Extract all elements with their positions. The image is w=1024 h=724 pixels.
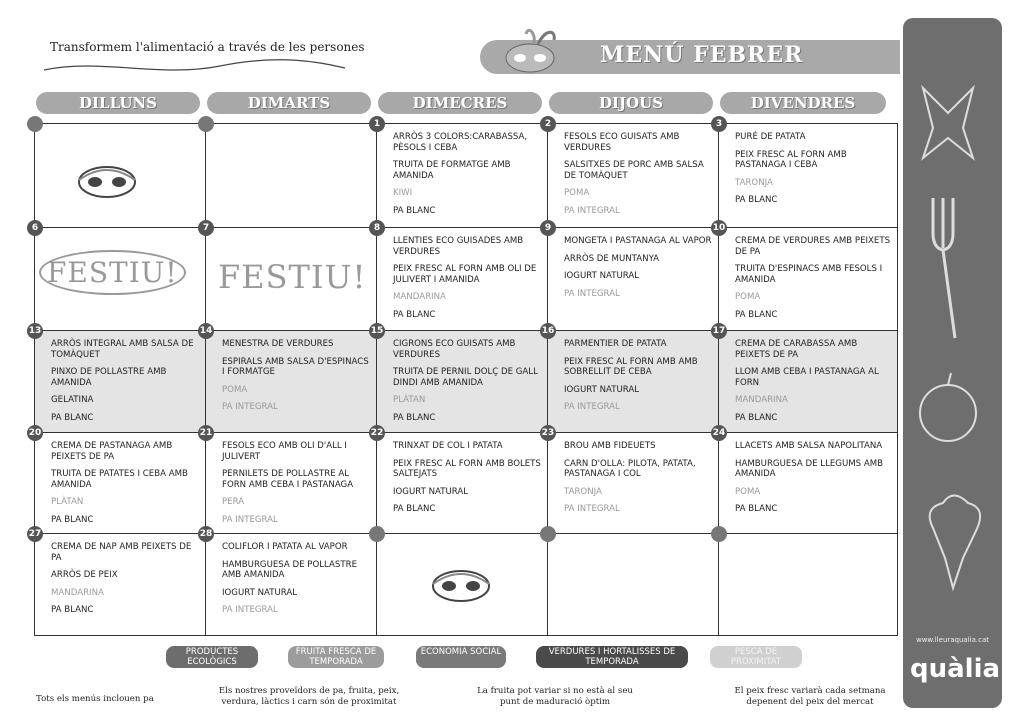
menu-item: PA INTEGRAL [222,605,278,615]
menu-item: MANDARINA [735,395,788,405]
menu-item: PA BLANC [735,195,778,205]
menu-item: TRINXAT DE COL I PATATA [393,441,503,451]
menu-item: PA BLANC [393,205,436,216]
menu-items [735,339,893,430]
menu-item: PA INTEGRAL [564,402,620,412]
day-number-badge [369,526,385,542]
menu-item: MENESTRA DE VERDURES [222,339,334,349]
menu-item: PEIX FRESC AL FORN AMB PASTANAGA I CEBA [735,149,847,170]
day-cell [712,428,897,534]
footer-note-pa: Tots els menús inclouen pa [36,694,154,704]
menu-item: CREMA DE PASTANAGA AMB PEIXETS DE PA [51,441,173,462]
day-number-badge: 1 [369,116,385,132]
week-row [35,119,897,228]
day-number-badge: 16 [540,323,556,339]
menu-items [735,236,893,327]
carnival-mask-icon [498,24,568,84]
day-number-badge: 2 [540,116,556,132]
qualia-logo: quàlia [910,654,1001,684]
legend-fruita-fresca: FRUITA FRESCA DE TEMPORADA [288,646,384,668]
day-number-badge: 22 [369,425,385,441]
menu-item: POMA [735,292,761,302]
menu-item: PEIX FRESC AL FORN AMB BOLETS SALTEJATS [393,458,541,479]
menu-item: CREMA DE CARABASSA AMB PEIXETS DE PA [735,339,858,360]
swoosh-decoration [40,56,350,76]
carnival-mask-icon [73,150,143,210]
menu-items [393,132,543,223]
menu-item: POMA [222,384,248,395]
menu-item: LLENTIES ECO GUISADES AMB VERDURES [393,236,524,257]
menu-items [564,441,714,522]
week-row [31,223,897,331]
menu-item: TRUITA DE PERNIL DOLÇ DE GALL DINDI AMB AMANIDA [393,367,538,388]
day-cell [719,534,897,635]
menu-item: COLIFLOR I PATATA AL VAPOR [222,542,348,552]
day-number-badge: 17 [711,323,727,339]
menu-item: ESPIRALS AMB SALSA D'ESPINACS I FORMATGE [222,356,369,377]
menu-items [564,339,714,420]
festiu-label: FESTIU! [218,258,367,296]
menu-items [51,441,201,532]
day-header-dilluns: DILLUNS [36,92,200,114]
menu-items [222,542,372,623]
menu-items [393,339,543,430]
menu-item: PINXO DE POLLASTRE AMB AMANIDA [51,367,167,388]
day-number-badge: 3 [711,116,727,132]
day-number-badge: 13 [27,323,43,339]
day-header-dijous: DIJOUS [549,92,713,114]
menu-item: PA INTEGRAL [222,402,278,412]
menu-items [735,132,893,213]
menu-item: PA INTEGRAL [222,514,278,525]
menu-item: IOGURT NATURAL [393,486,469,497]
footer-note-fruita: La fruita pot variar si no està al seu punt de maduració òptim [477,686,633,707]
menu-item: PLÀTAN [393,395,426,405]
week-row [28,529,897,635]
menu-item: TRUITA D'ESPINACS AMB FESOLS I AMANIDA [735,264,883,285]
menu-item: MANDARINA [51,587,104,598]
menu-item: CREMA DE NAP AMB PEIXETS DE PA [51,542,192,563]
legend-economia-social: ECONOMIA SOCIAL [416,646,506,668]
carnival-mask-icon [427,554,497,614]
menu-item: IOGURT NATURAL [222,587,298,598]
day-number-badge: 6 [27,220,43,236]
menu-item: ARRÒS 3 COLORS:CARABASSA, PÈSOLS I CEBA [393,132,528,153]
menu-item: IOGURT NATURAL [564,384,640,395]
day-number-badge: 21 [198,425,214,441]
day-number-badge [540,526,556,542]
menu-item: CIGRONS ECO GUISATS AMB VERDURES [393,339,516,360]
menu-item: PARMENTIER DE PATATA [564,339,667,349]
footer-note-proveidors: Els nostres proveïdors de pa, fruita, peix, verdura, làctics i carn són de proximitat [218,686,400,707]
menu-items [735,441,893,522]
menu-items [222,441,372,532]
menu-item: PERNILETS DE POLLASTRE AL FORN AMB CEBA I PASTANAGA [222,469,354,490]
menu-item: TARONJA [735,177,773,188]
menu-item: CARN D'OLLA: PILOTA, PATATA, PASTANAGA I COL [564,458,696,479]
day-number-badge: 8 [369,220,385,236]
menu-item: MONGETA I PASTANAGA AL VAPOR [564,236,712,246]
menu-item: ARRÒS DE PEIX [51,570,118,580]
legend-productes-ecologics: PRODUCTES ECOLÒGICS [166,646,258,668]
menu-calendar-grid [28,119,898,636]
menu-item: PA BLANC [393,504,436,514]
day-number-badge: 20 [27,425,43,441]
menu-item: PA BLANC [735,309,778,320]
food-illustrations [903,18,1002,708]
day-cell [199,529,377,635]
menu-item: PA INTEGRAL [564,504,620,514]
day-number-badge: 27 [27,526,43,542]
menu-item: POMA [735,486,761,497]
day-cell [373,223,548,331]
menu-items [51,542,201,623]
menu-item: CREMA DE VERDURES AMB PEIXETS DE PA [735,236,891,257]
day-number-badge: 15 [369,323,385,339]
menu-item: PA INTEGRAL [564,288,620,299]
menu-item: LLOM AMB CEBA I PASTANAGA AL FORN [735,367,879,388]
menu-item: SALSITXES DE PORC AMB SALSA DE TOMÀQUET [564,160,704,181]
menu-items [393,441,543,522]
menu-item: MANDARINA [393,292,446,302]
menu-item: PURÉ DE PATATA [735,132,806,142]
menu-item: FESOLS ECO GUISATS AMB VERDURES [564,132,680,153]
menu-item: HAMBURGUESA DE POLLASTRE AMB AMANIDA [222,559,357,580]
day-number-badge: 7 [198,220,214,236]
menu-item: PA BLANC [393,412,436,423]
day-number-badge [198,116,214,132]
day-number-badge: 9 [540,220,556,236]
legend-verdures-hortalisses: VERDURES I HORTALISSES DE TEMPORADA [536,646,688,668]
day-number-badge: 23 [540,425,556,441]
brand-url: www.lleuraqualia.cat [915,636,989,644]
day-cell [715,119,897,228]
day-cell [377,534,548,635]
menu-item: ARRÒS DE MUNTANYA [564,253,660,264]
day-header-dimecres: DIMECRES [378,92,542,114]
day-cell [206,124,377,228]
day-number-badge: 24 [711,425,727,441]
day-header-divendres: DIVENDRES [720,92,886,114]
day-number-badge: 10 [711,220,727,236]
footer-note-peix: El peix fresc variarà cada setmana depenent del peix del mercat [734,686,886,707]
menu-item: KIWI [393,188,413,198]
menu-item: POMA [564,188,590,198]
legend-pesca-proximitat: PESCA DE PROXIMITAT [710,646,802,668]
menu-item: TRUITA DE PATATES I CEBA AMB AMANIDA [51,469,188,490]
day-cell [544,119,719,228]
menu-item: IOGURT NATURAL [564,271,640,281]
menu-item: PLÀTAN [51,497,84,507]
menu-item: BROU AMB FIDEUETS [564,441,656,451]
day-cell [35,124,206,228]
menu-item: PEIX FRESC AL FORN AMB AMB SOBRELLIT DE CEBA [564,356,698,377]
menu-item: PA BLANC [51,605,94,615]
menu-item: PA BLANC [51,412,94,423]
day-number-badge: 28 [198,526,214,542]
menu-item: PA BLANC [393,309,436,320]
menu-item: PERA [222,497,245,507]
menu-item: ARRÒS INTEGRAL AMB SALSA DE TOMÀQUET [51,339,194,360]
day-number-badge: 14 [198,323,214,339]
menu-items [564,132,714,223]
day-cell [31,223,206,331]
menu-item: LLACETS AMB SALSA NAPOLITANA [735,441,883,451]
day-cell [373,119,548,228]
day-cell [548,534,719,635]
tagline: Transformem l'alimentació a través de les persones [50,40,365,54]
day-header-dimarts: DIMARTS [207,92,371,114]
day-cell [202,223,377,331]
menu-item: PA BLANC [51,514,94,525]
menu-item: TARONJA [564,486,602,497]
sidebar-decoration [903,18,1002,708]
menu-item: PA INTEGRAL [564,205,620,216]
menu-item: FESOLS ECO AMB OLI D'ALL I JULIVERT [222,441,347,462]
menu-item: PA BLANC [735,412,778,423]
page-title: MENÚ FEBRER [600,42,804,68]
menu-items [51,339,201,430]
festiu-label: FESTIU! [39,250,186,295]
menu-item: PA BLANC [735,504,778,514]
menu-item: GELATINA [51,395,94,405]
menu-items [564,236,714,306]
menu-item: HAMBURGUESA DE LLEGUMS AMB AMANIDA [735,458,884,479]
menu-items [222,339,372,420]
day-number-badge [27,116,43,132]
day-number-badge [711,526,727,542]
menu-items [393,236,543,327]
menu-item: TRUITA DE FORMATGE AMB AMANIDA [393,160,511,181]
menu-item: PEIX FRESC AL FORN AMB OLI DE JULIVERT I AMANIDA [393,264,537,285]
